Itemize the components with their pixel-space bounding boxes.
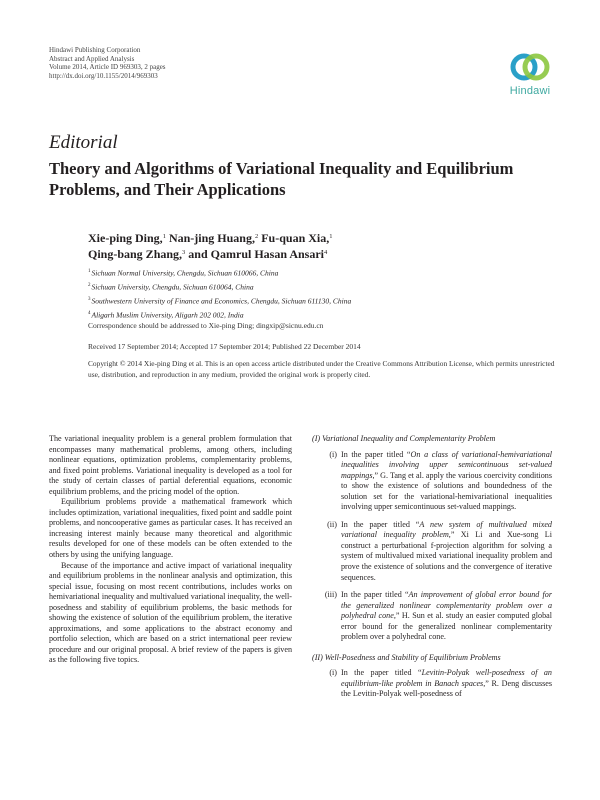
item-prefix: In the paper titled “: [341, 449, 411, 459]
author-conjunction: and: [188, 247, 208, 261]
affiliation-number: 1: [88, 269, 91, 274]
journal-info: [49, 46, 166, 80]
article-title: Theory and Algorithms of Variational Inequality and Equilibrium Problems, and Their Applications: [49, 159, 514, 199]
list-item: [309, 668, 552, 700]
author-affil-mark: 1: [329, 233, 333, 240]
affiliation: [88, 280, 351, 294]
article-type: Editorial: [49, 132, 118, 153]
body-paragraph: The variational inequality problem is a general problem formulation that encompasses many mathematical problems, among others, including nonlinear equations, optimization problems, complementarity problems, and fixed point problems. Variational inequality is developed as a tool for the study of certain classes of partial deferential equations, economic equilibrium problems, and the pricing model of the option.: [49, 434, 292, 496]
paper-title: An improvement of global error bound for the generalized nonlinear complementarity problem over a polyhedral cone: [341, 590, 552, 621]
volume-line: Volume 2014, Article ID 969303, 2 pages: [49, 63, 166, 72]
list-item: [309, 520, 552, 583]
affiliation: [88, 266, 351, 280]
item-prefix: In the paper titled “: [341, 668, 422, 678]
item-prefix: In the paper titled “: [341, 519, 420, 529]
author-name: Qing-bang Zhang,: [88, 247, 183, 261]
hindawi-logo-text: Hindawi: [509, 85, 551, 97]
item-summary: ,” R. Deng discusses the Levitin-Polyak well-posedness of: [341, 678, 553, 699]
list-item-number: (ii): [327, 519, 337, 529]
left-column: [49, 434, 292, 666]
hindawi-logo: [502, 50, 558, 97]
list-item-text: [341, 520, 552, 583]
affiliation-number: 4: [88, 311, 91, 317]
paper-list: [309, 668, 552, 700]
item-summary: ,” Xi Li and Xue-song Li construct a perturbational f-projection algorithm for solving a system of multivalued mixed variational inequality problem and prove the existence of solutions and the convergence of iterative sequences.: [341, 530, 552, 582]
doi-link[interactable]: http://dx.doi.org/10.1155/2014/969303: [49, 71, 158, 80]
list-item-text: [341, 590, 552, 643]
paper-title: Levitin-Polyak well-posedness of an equilibrium-like problem in Banach spaces: [341, 668, 552, 688]
item-summary: ,” H. Sun et al. study an easier computed global error bound for the generalized nonlinear complementarity problem over a polyhedral cone.: [341, 611, 552, 642]
item-summary: ,” G. Tang et al. apply the various coercivity conditions to show the existence of solutions and boundedness of the solution set for the variational-hemivariational inequalities involving upper semicontinuous set-valued mappings.: [341, 470, 552, 512]
publisher-name: Hindawi Publishing Corporation: [49, 46, 141, 54]
list-item-text: [341, 668, 552, 700]
author-affil-mark: 2: [254, 233, 259, 240]
paper-title: On a class of variational-hemivariational inequalities involving upper semicontinuous set-valued mappings: [341, 449, 552, 480]
list-item-number: (i): [329, 449, 337, 459]
publication-dates: Received 17 September 2014; Accepted 17 September 2014; Published 22 December 2014: [88, 342, 361, 351]
paper-title: A new system of multivalued mixed variational inequality problem: [341, 519, 552, 540]
author-affil-mark: 4: [324, 249, 328, 256]
author-affil-mark: 3: [182, 249, 186, 256]
list-item-number: (iii): [324, 590, 337, 600]
list-item-number: (i): [329, 668, 337, 678]
list-item: [309, 450, 552, 513]
body-paragraph: Because of the importance and active impact of variational inequality and equilibrium problems in the nonlinear analysis and optimization, this special issue, focusing on most recent contributions, includes works on hemivariational inequality and multivalued variational inequality, the well-posedness and stability of equilibrium problems, the basic methods for showing the existence of solution of the equilibrium problem, the iterative approximations, and some applications to the abstract economy and portfolio selection, which are based on a strict international peer review procedure and our original proposal. A brief review of the papers is given as the following five topics.: [49, 560, 292, 665]
item-prefix: In the paper titled “: [341, 590, 409, 600]
author-name: Xie-ping Ding,: [88, 231, 163, 245]
author-list: [88, 230, 508, 262]
affiliation-number: 3: [88, 297, 91, 303]
list-item-text: [341, 450, 552, 513]
affiliation-text: Sichuan University, Chengdu, Sichuan 610064, China: [91, 282, 254, 292]
section-heading: (I) Variational Inequality and Complementarity Problem: [312, 434, 496, 443]
author-name: Qamrul Hasan Ansari: [210, 247, 325, 261]
affiliation: [88, 294, 351, 308]
affiliation-text: Sichuan Normal University, Chengdu, Sichuan 610066, China: [91, 268, 279, 278]
affiliation-number: 2: [88, 283, 91, 289]
right-column: [309, 434, 552, 707]
author-name: Fu-quan Xia,: [261, 231, 330, 245]
correspondence-note: Correspondence should be addressed to Xie-ping Ding; dingxip@sicnu.edu.cn: [88, 321, 324, 330]
author-affil-mark: 1: [162, 233, 166, 240]
journal-name: Abstract and Applied Analysis: [49, 54, 135, 63]
affiliation-text: Aligarh Muslim University, Aligarh 202 002, India: [91, 310, 244, 320]
paper-list: [309, 450, 552, 643]
author-name: Nan-jing Huang,: [168, 231, 255, 245]
hindawi-logo-icon: [510, 50, 550, 84]
list-item: [309, 590, 552, 643]
copyright-notice: Copyright © 2014 Xie-ping Ding et al. This is an open access article distributed under the Creative Commons Attribution License, which permits unrestricted use, distribution, and reproduction in any medium, provided the original work is properly cited.: [88, 359, 555, 379]
affiliation-list: [88, 266, 351, 322]
body-paragraph: Equilibrium problems provide a mathematical framework which includes optimization, variational inequalities, fixed point and saddle point problems, and noncooperative games as particular cases. It has received an increasing interest mainly because many theoretical and algorithmic results developed for one of these models can be often extended to the others by using the unifying language.: [49, 497, 292, 560]
affiliation-text: Southwestern University of Finance and Economics, Chengdu, Sichuan 611130, China: [91, 296, 352, 306]
section-heading: (II) Well-Posedness and Stability of Equilibrium Problems: [312, 652, 501, 662]
